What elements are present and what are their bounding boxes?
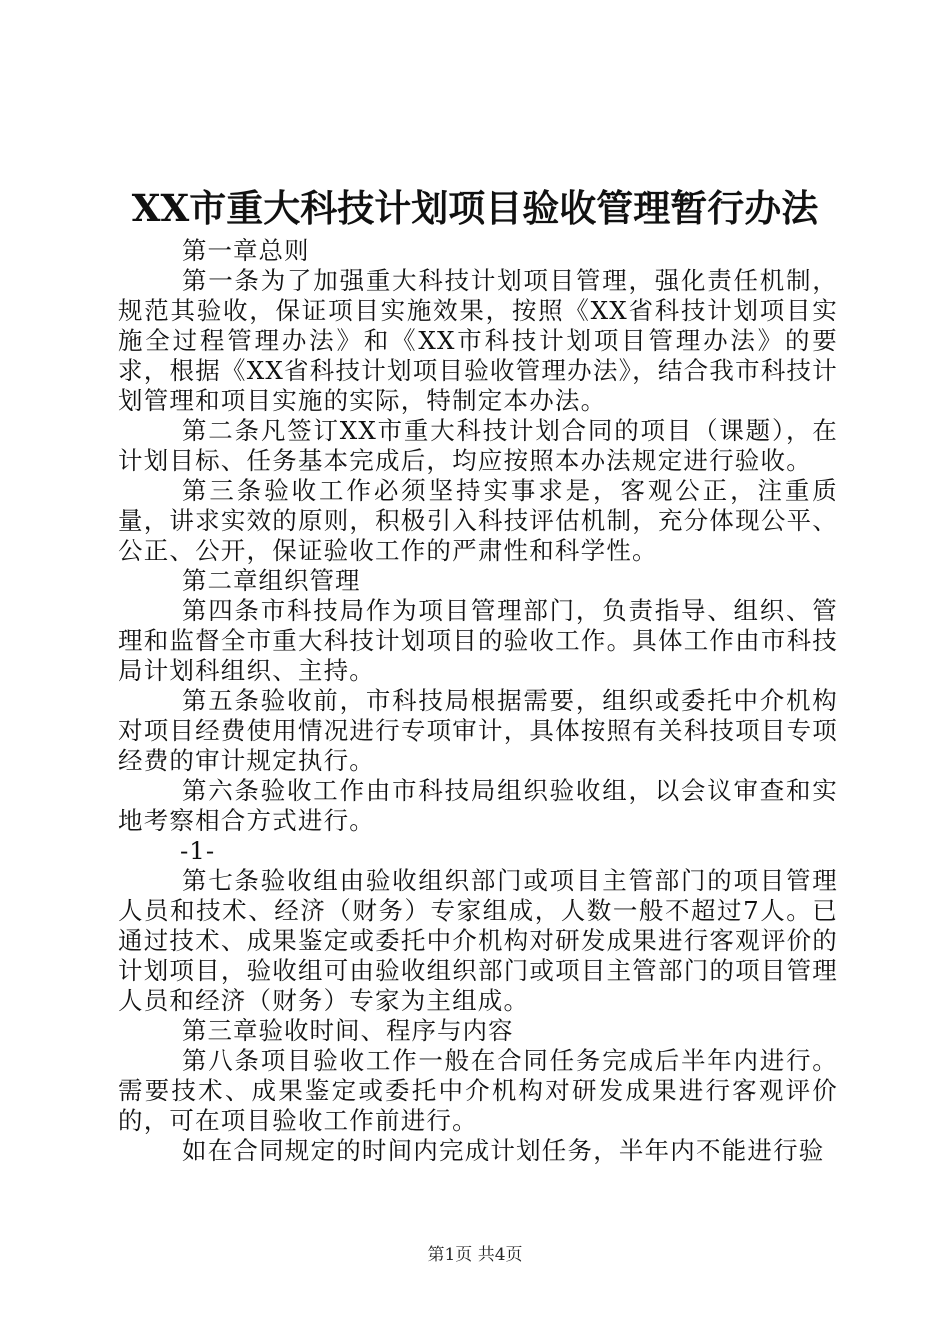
paragraph: 第三条验收工作必须坚持实事求是，客观公正，注重质量，讲求实效的原则，积极引入科技评估机制，充分体现公平、公正、公开，保证验收工作的严肃性和科学性。 — [118, 476, 838, 565]
inline-page-number: -1- — [180, 836, 216, 865]
paragraph: 第二条凡签订XX市重大科技计划合同的项目（课题），在计划目标、任务基本完成后，均应按照本办法规定进行验收。 — [118, 416, 838, 475]
paragraph: 第八条项目验收工作一般在合同任务完成后半年内进行。需要技术、成果鉴定或委托中介机构对研发成果进行客观评价的，可在项目验收工作前进行。 — [118, 1046, 838, 1135]
paragraph: 第一条为了加强重大科技计划项目管理，强化责任机制，规范其验收，保证项目实施效果，按照《XX省科技计划项目实施全过程管理办法》和《XX市科技计划项目管理办法》的要求，根据《XX省科技计划项目验收管理办法》，结合我市科技计划管理和项目实施的实际，特制定本办法。 — [118, 266, 838, 415]
paragraph: 第四条市科技局作为项目管理部门，负责指导、组织、管理和监督全市重大科技计划项目的验收工作。具体工作由市科技局计划科组织、主持。 — [118, 596, 838, 685]
paragraph: 第五条验收前，市科技局根据需要，组织或委托中介机构对项目经费使用情况进行专项审计，具体按照有关科技项目专项经费的审计规定执行。 — [118, 686, 838, 775]
paragraph: 如在合同规定的时间内完成计划任务，半年内不能进行验 — [182, 1136, 825, 1165]
page-footer: 第1页 共4页 — [427, 1245, 523, 1265]
chapter-heading: 第一章总则 — [182, 236, 310, 265]
chapter-heading: 第三章验收时间、程序与内容 — [182, 1016, 514, 1045]
chapter-heading: 第二章组织管理 — [182, 566, 361, 595]
document-body — [118, 236, 838, 1166]
paragraph: 第七条验收组由验收组织部门或项目主管部门的项目管理人员和技术、经济（财务）专家组成，人数一般不超过7人。已通过技术、成果鉴定或委托中介机构对研发成果进行客观评价的计划项目，验收组可由验收组织部门或项目主管部门的项目管理人员和经济（财务）专家为主组成。 — [118, 866, 838, 1015]
document-title: XX市重大科技计划项目验收管理暂行办法 — [131, 186, 819, 230]
paragraph: 第六条验收工作由市科技局组织验收组，以会议审查和实地考察相合方式进行。 — [118, 776, 838, 835]
